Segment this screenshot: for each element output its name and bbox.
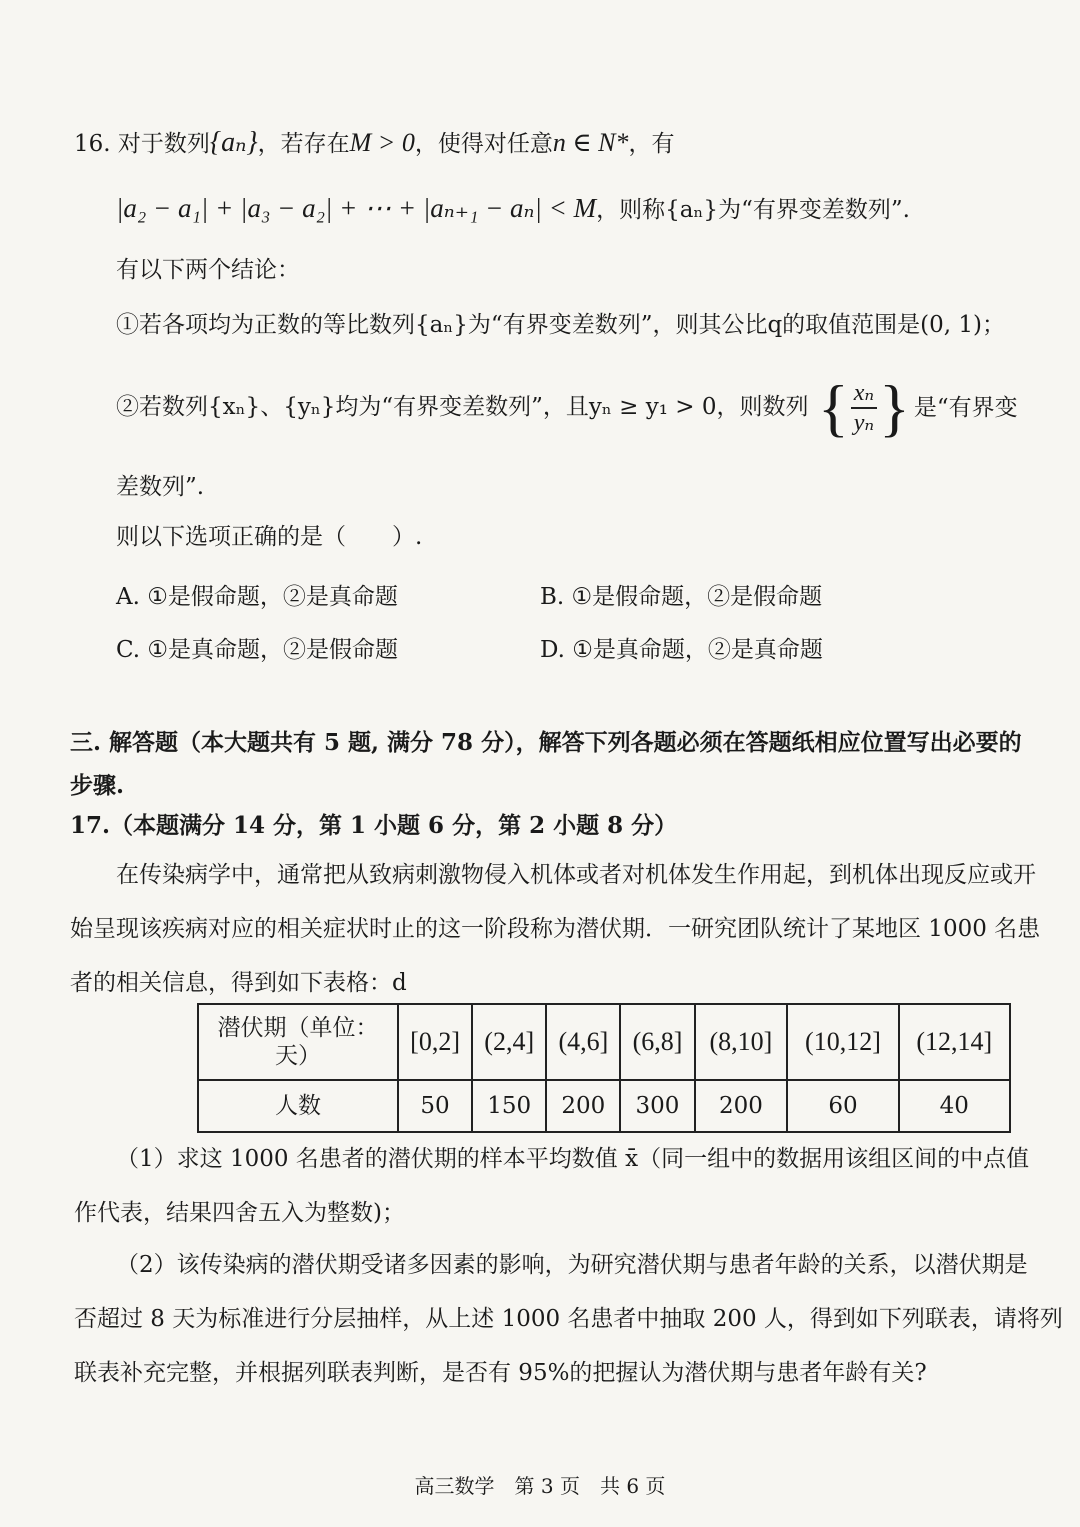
q16-intro bbox=[74, 128, 674, 159]
table-count-cell: 50 bbox=[398, 1080, 472, 1132]
q17-para1-line3: 者的相关信息，得到如下表格：d bbox=[70, 970, 407, 996]
table-header-label-line2: 天） bbox=[275, 1043, 321, 1069]
q17-part1-line2: 作代表，结果四舍五入为整数)； bbox=[74, 1200, 405, 1226]
table-count-cell: 60 bbox=[787, 1080, 898, 1132]
q16-intro-seq: {aₙ} bbox=[209, 127, 258, 158]
left-brace-icon: { bbox=[818, 372, 849, 443]
q17-header: 17.（本题满分 14 分，第 1 小题 6 分，第 2 小题 8 分） bbox=[70, 812, 678, 839]
q16-conclusion-2-line bbox=[116, 392, 809, 422]
table-interval-cell: (4,6] bbox=[546, 1004, 620, 1080]
q16-intro-mid: ，若存在 bbox=[257, 131, 350, 157]
q16-intro-prefix: 对于数列 bbox=[117, 131, 210, 157]
table-interval-cell: [0,2] bbox=[398, 1004, 472, 1080]
q16-number: 16. bbox=[74, 131, 111, 157]
q16-fraction-numerator: xₙ bbox=[853, 380, 875, 406]
table-row bbox=[198, 1080, 1010, 1132]
table-header-label-line1: 潜伏期（单位： bbox=[217, 1015, 379, 1041]
q16-option-a: A. ①是假命题，②是真命题 bbox=[116, 584, 398, 610]
q16-formula-suffix: ，则称{aₙ}为“有界变差数列”. bbox=[596, 197, 910, 223]
table-interval-cell: (10,12] bbox=[787, 1004, 898, 1080]
incubation-table bbox=[197, 1003, 1011, 1133]
table-count-cell: 200 bbox=[695, 1080, 788, 1132]
section3-title: 三. 解答题（本大题共有 5 题, 满分 78 分），解答下列各题必须在答题纸相应位置写出必要的 bbox=[70, 729, 1022, 756]
table-header-label bbox=[198, 1004, 398, 1080]
q17-para1-line2: 始呈现该疾病对应的相关症状时止的这一阶段称为潜伏期．一研究团队统计了某地区 1000 名患 bbox=[70, 916, 1041, 942]
q16-conclusions-intro: 有以下两个结论： bbox=[116, 257, 300, 283]
q16-intro-mid2: ，使得对任意 bbox=[414, 131, 553, 157]
q16-intro-end: ，有 bbox=[628, 131, 675, 157]
q17-part2-line1: （2）该传染病的潜伏期受诸多因素的影响，为研究潜伏期与患者年龄的关系，以潜伏期是 bbox=[116, 1252, 1028, 1278]
table-count-label: 人数 bbox=[198, 1080, 398, 1132]
q16-fraction bbox=[851, 379, 877, 437]
q16-conclusion-2b: 是“有界变 bbox=[913, 395, 1018, 421]
q17-part2-line2: 否超过 8 天为标准进行分层抽样，从上述 1000 名患者中抽取 200 人，得到如下列联表，请将列 bbox=[74, 1306, 1063, 1332]
q16-formula-line bbox=[116, 193, 910, 225]
table-count-cell: 40 bbox=[899, 1080, 1010, 1132]
table-interval-cell: (6,8] bbox=[620, 1004, 694, 1080]
table-count-cell: 300 bbox=[620, 1080, 694, 1132]
q17-part2-line3: 联表补充完整，并根据列联表判断，是否有 95%的把握认为潜伏期与患者年龄有关? bbox=[74, 1360, 927, 1386]
q16-formula: |a₂ − a₁| + |a₃ − a₂| + ⋯ + |aₙ₊₁ − aₙ| < M bbox=[116, 193, 597, 223]
table-interval-cell: (8,10] bbox=[695, 1004, 788, 1080]
table-interval-cell: (12,14] bbox=[899, 1004, 1010, 1080]
q16-conclusion-2c: 差数列”. bbox=[116, 474, 205, 500]
q16-fraction-denominator: yₙ bbox=[853, 410, 875, 436]
q16-question: 则以下选项正确的是（ ）. bbox=[116, 524, 423, 550]
right-brace-icon: } bbox=[879, 372, 910, 443]
table-count-cell: 200 bbox=[546, 1080, 620, 1132]
q17-part1-line1: （1）求这 1000 名患者的潜伏期的样本平均数值 x̄（同一组中的数据用该组区间的中点值 bbox=[116, 1146, 1030, 1172]
q16-option-c: C. ①是真命题，②是假命题 bbox=[116, 637, 399, 663]
q16-option-b: B. ①是假命题，②是假命题 bbox=[540, 584, 823, 610]
q16-intro-n: n ∈ N* bbox=[552, 128, 629, 157]
q16-fraction-group bbox=[818, 370, 1018, 446]
q16-conclusion-1: ①若各项均为正数的等比数列{aₙ}为“有界变差数列”，则其公比q的取值范围是(0, 1)； bbox=[116, 312, 1006, 338]
q16-conclusion-2a: ②若数列{xₙ}、{yₙ}均为“有界变差数列”，且yₙ ≥ y₁ > 0，则数列 bbox=[116, 394, 809, 420]
table-interval-cell: (2,4] bbox=[472, 1004, 546, 1080]
table-count-cell: 150 bbox=[472, 1080, 546, 1132]
section3-title-line2: 步骤. bbox=[70, 772, 125, 799]
q16-option-d: D. ①是真命题，②是真命题 bbox=[540, 637, 823, 663]
q17-para1-line1: 在传染病学中，通常把从致病刺激物侵入机体或者对机体发生作用起，到机体出现反应或开 bbox=[116, 862, 1036, 888]
table-row bbox=[198, 1004, 1010, 1080]
q16-intro-cond: M > 0 bbox=[349, 128, 415, 157]
page-footer: 高三数学 第 3 页 共 6 页 bbox=[414, 1474, 666, 1498]
